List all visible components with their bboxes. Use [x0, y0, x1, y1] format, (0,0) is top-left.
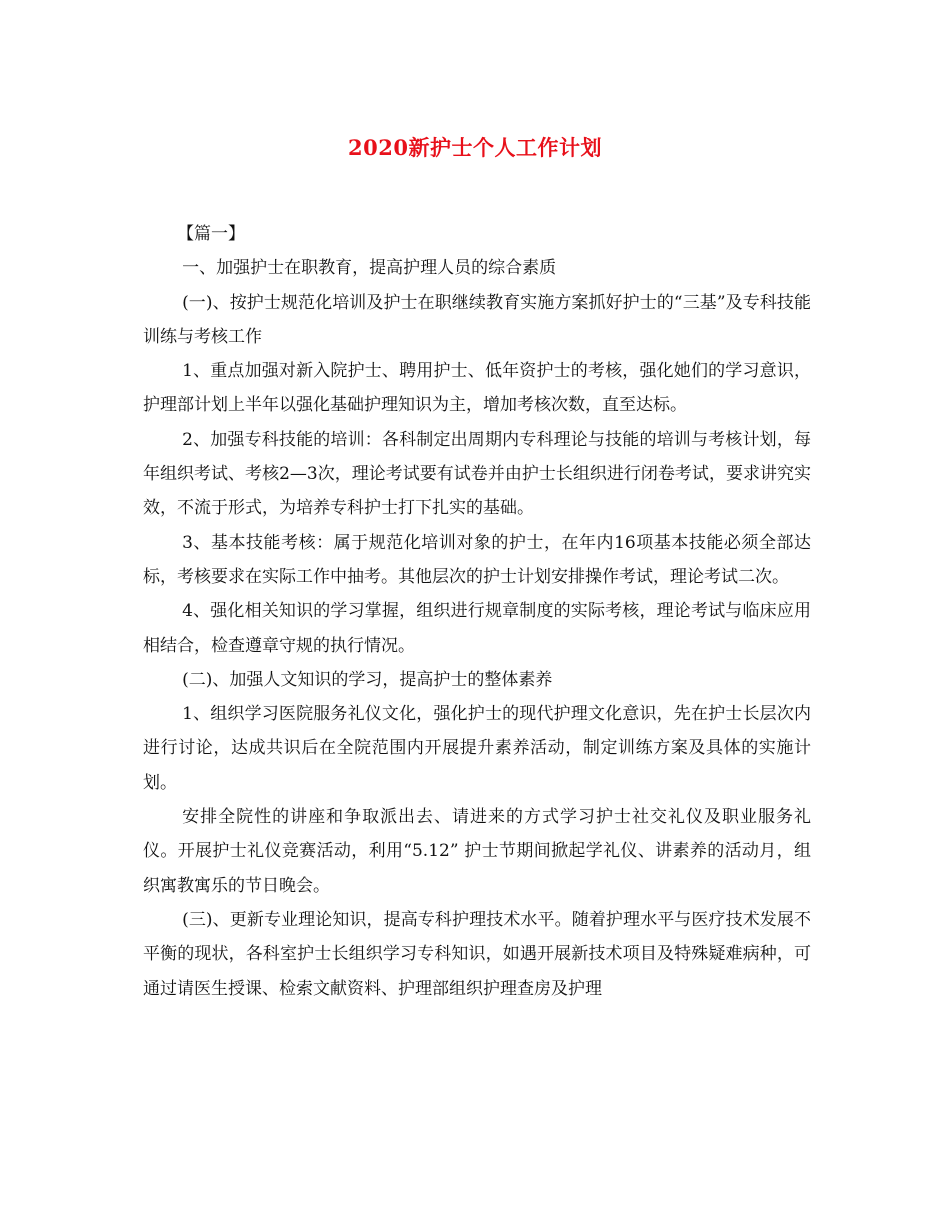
- subheading-1: (一)、按护士规范化培训及护士在职继续教育实施方案抓好护士的“三基”及专科技能训练与考核工作: [143, 292, 811, 347]
- document-title: 2020新护士个人工作计划: [348, 135, 602, 160]
- paragraph: 4、强化相关知识的学习掌握，组织进行规章制度的实际考核，理论考试与临床应用相结合，检查遵章守规的执行情况。: [143, 601, 811, 656]
- subheading-2: (二)、加强人文知识的学习，提高护士的整体素养: [182, 669, 553, 690]
- paragraph: 2、加强专科技能的培训：各科制定出周期内专科理论与技能的培训与考核计划，每年组织考试、考核2—3次，理论考试要有试卷并由护士长组织进行闭卷考试，要求讲究实效，不流于形式，为培养专科护士打下扎实的基础。: [143, 429, 811, 519]
- section-label: 【篇一】: [177, 224, 245, 244]
- paragraph: 3、基本技能考核：属于规范化培训对象的护士，在年内16项基本技能必须全部达标，考核要求在实际工作中抽考。其他层次的护士计划安排操作考试，理论考试二次。: [143, 532, 811, 587]
- paragraph: 1、重点加强对新入院护士、聘用护士、低年资护士的考核，强化她们的学习意识，护理部计划上半年以强化基础护理知识为主，增加考核次数，直至达标。: [143, 361, 811, 416]
- paragraph: 1、组织学习医院服务礼仪文化，强化护士的现代护理文化意识，先在护士长层次内进行讨论，达成共识后在全院范围内开展提升素养活动，制定训练方案及具体的实施计划。: [143, 704, 811, 793]
- heading-part-1: 一、加强护士在职教育，提高护理人员的综合素质: [182, 258, 557, 279]
- subheading-3: (三)、更新专业理论知识，提高专科护理技术水平。随着护理水平与医疗技术发展不平衡的现状，各科室护士长组织学习专科知识，如遇开展新技术项目及特殊疑难病种，可通过请医生授课、检索文献资料、护理部组织护理查房及护理: [143, 909, 811, 999]
- paragraph: 安排全院性的讲座和争取派出去、请进来的方式学习护士社交礼仪及职业服务礼仪。开展护士礼仪竞赛活动，利用“5.12” 护士节期间掀起学礼仪、讲素养的活动月，组织寓教寓乐的节日晚会。: [143, 807, 811, 896]
- document-body: [143, 217, 811, 1006]
